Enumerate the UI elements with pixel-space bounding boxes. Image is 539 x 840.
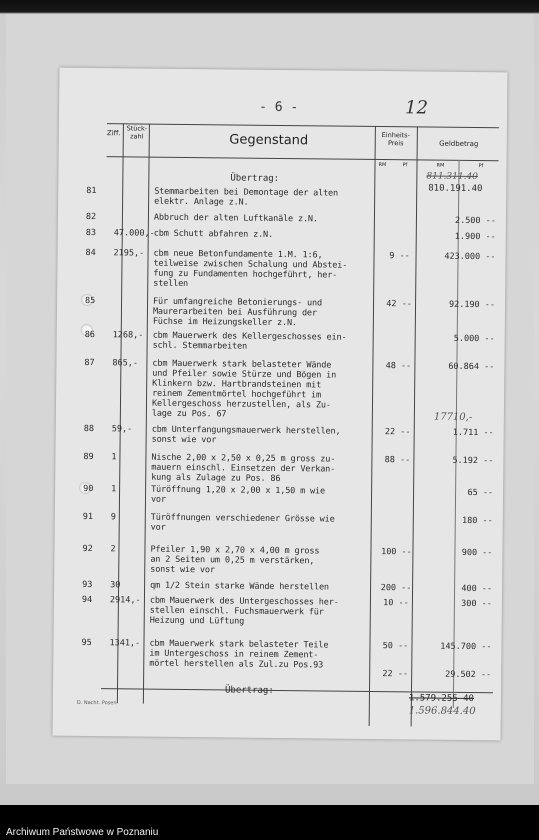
row-stueckzahl: 1 bbox=[111, 484, 117, 495]
row-description: Türöffnung 1,20 x 2,00 x 1,50 m wie vor bbox=[150, 484, 326, 505]
table-row bbox=[54, 594, 502, 627]
uebertrag-bottom-struck: 1.579.255 40 bbox=[408, 693, 475, 705]
table-row bbox=[55, 543, 503, 576]
uebertrag-top-struck: 811.311.40 bbox=[426, 171, 478, 183]
row-einheitspreis: 48 -- bbox=[385, 361, 412, 372]
row-stueckzahl: 30 bbox=[110, 580, 121, 591]
row-einheitspreis bbox=[373, 333, 425, 334]
row-geldbetrag: 5.192 -- bbox=[452, 455, 494, 467]
row-einheitspreis: 42 -- bbox=[386, 299, 412, 310]
printer-mark: D. Nacht. Posen bbox=[76, 699, 117, 707]
row-geldbetrag: 5.000 -- bbox=[453, 333, 495, 345]
table-top-rule bbox=[107, 123, 499, 128]
row-einheitspreis: 10 -- bbox=[383, 598, 409, 609]
row-number: 85 bbox=[85, 295, 96, 307]
row-number: 88 bbox=[83, 423, 95, 435]
row-einheitspreis bbox=[374, 231, 426, 232]
row-description: Türöffnungen verschiedener Grösse wie vor bbox=[150, 512, 335, 533]
header-rm: RM bbox=[378, 162, 387, 169]
table-row bbox=[55, 451, 503, 485]
row-description: cbm Schutt abfahren z.N. bbox=[153, 228, 274, 240]
row-stueckzahl: 1341,- bbox=[109, 638, 141, 649]
row-einheitspreis: 200 -- bbox=[380, 583, 412, 594]
header-rm: RM bbox=[436, 162, 445, 169]
row-einheitspreis bbox=[371, 487, 423, 488]
row-number: 94 bbox=[81, 594, 93, 606]
bottom-rule bbox=[101, 688, 493, 693]
row-description: cbm Mauerwerk stark belasteter Wände und Pfeiler sowie Stürze und Bögen in Klinkern bzw. Hartbrandsteinen mit reinem Zementmörtel hochgeführt im Kellergeschoss herzustellen, als Zu- lage zu Pos. 67 bbox=[151, 358, 337, 420]
uebertrag-bottom-value: 1.596.844.40 bbox=[408, 705, 476, 718]
header-stueckzahl: Stück- zahl bbox=[126, 124, 148, 141]
row-einheitspreis bbox=[374, 215, 426, 216]
row-stueckzahl: 2914,- bbox=[109, 595, 141, 606]
row-geldbetrag: 300 -- bbox=[461, 598, 492, 610]
row-geldbetrag: 65 -- bbox=[467, 487, 494, 499]
row-number: 92 bbox=[82, 543, 93, 555]
row-95-extra-betrag: 29.502 -- bbox=[445, 669, 492, 681]
row-geldbetrag: 423.000 -- bbox=[444, 251, 496, 263]
row-number: 89 bbox=[83, 451, 94, 463]
row-geldbetrag: 60.864 -- bbox=[448, 361, 495, 373]
row-einheitspreis: 100 -- bbox=[381, 547, 412, 558]
row-geldbetrag: 145.700 -- bbox=[440, 641, 492, 653]
header-einheitspreis: Einheits- Preis bbox=[381, 131, 410, 148]
row-description: Abbruch der alten Luftkanäle z.N. bbox=[153, 212, 318, 225]
row-einheitspreis: 22 -- bbox=[384, 427, 411, 438]
row-stueckzahl: 1268,- bbox=[112, 330, 144, 341]
row-stueckzahl: 47.000,- bbox=[113, 228, 155, 239]
row-stueckzahl: 2 bbox=[110, 544, 116, 555]
row-description: cbm neue Betonfundamente 1.M. 1:6, teilweise zwischen Schalung und Abstei- fung zu Fundamenten hochgeführt, her- stellen bbox=[153, 248, 348, 290]
table-row bbox=[58, 211, 506, 227]
document-page bbox=[53, 68, 508, 741]
header-gegenstand: Gegenstand bbox=[229, 132, 309, 149]
table-row bbox=[58, 227, 506, 243]
row-geldbetrag: 900 -- bbox=[461, 547, 493, 559]
row-einheitspreis: 88 -- bbox=[384, 455, 411, 466]
row-description: cbm Unterfangungsmauerwerk herstellen, sonst wie vor bbox=[151, 424, 341, 446]
row-geldbetrag: 2.500 -- bbox=[454, 215, 496, 227]
uebertrag-top-value: 810.191.40 bbox=[428, 183, 483, 195]
row-stueckzahl: 59,- bbox=[111, 424, 133, 435]
row-stueckzahl: 865,- bbox=[112, 358, 139, 369]
row-stueckzahl: 2195,- bbox=[113, 248, 145, 259]
table-row bbox=[58, 247, 506, 290]
header-geldbetrag: Geldbetrag bbox=[439, 139, 479, 149]
row-geldbetrag: 92.190 -- bbox=[448, 299, 496, 311]
header-pf: Pf bbox=[402, 162, 408, 169]
row-number: 90 bbox=[83, 483, 94, 495]
col-divider bbox=[117, 123, 124, 703]
row-description: cbm Mauerwerk des Kellergeschosses ein- schl. Stemmarbeiten bbox=[152, 330, 347, 352]
table-row bbox=[57, 295, 505, 329]
row-geldbetrag: 400 -- bbox=[461, 583, 493, 595]
row-description: cbm Mauerwerk des Untergeschosses her- stellen einschl. Fuchsmauerwerk für Heizung und Lüftung bbox=[149, 595, 339, 627]
row-number: 84 bbox=[85, 247, 96, 259]
row-number: 95 bbox=[81, 637, 92, 649]
header-pf: Pf bbox=[478, 163, 484, 170]
row-description: Für umfangreiche Betonierungs- und Maurerarbeiten bei Ausführung der Füchse im Heizungskeller z.N. bbox=[152, 296, 323, 329]
table-row bbox=[55, 483, 503, 505]
row-description: cbm Mauerwerk stark belasteter Teile im Untergeschoss in reinem Zement- mörtel herstellen als Zul.zu Pos.93 bbox=[149, 638, 329, 671]
page-number: - 6 - bbox=[259, 99, 299, 116]
table-row bbox=[57, 329, 505, 352]
table-row bbox=[55, 511, 503, 533]
archive-name: Archiwum Państwowe w Poznaniu bbox=[6, 827, 159, 838]
table-row bbox=[54, 579, 502, 595]
row-number: 81 bbox=[86, 185, 97, 197]
row-einheitspreis: 9 -- bbox=[389, 251, 410, 262]
handwritten-page-number: 12 bbox=[404, 97, 429, 119]
header-ziff: Ziff. bbox=[106, 129, 121, 138]
row-number: 83 bbox=[85, 227, 97, 239]
row-description: qm 1/2 Stein starke Wände herstellen bbox=[150, 580, 329, 593]
table-row bbox=[56, 423, 504, 446]
row-number: 82 bbox=[85, 211, 97, 223]
row-description: Stemmarbeiten bei Demontage der alten elektr. Anlage z.N. bbox=[154, 186, 339, 208]
handwritten-correction-88: 17710,- bbox=[433, 411, 473, 424]
row-einheitspreis bbox=[371, 515, 423, 516]
uebertrag-top-label: Übertrag: bbox=[230, 173, 280, 184]
row-stueckzahl: 9 bbox=[110, 512, 116, 523]
archive-footer bbox=[0, 805, 539, 840]
row-description: Nische 2,00 x 2,50 x 0,25 m gross zu- mauern einschl. Einsetzen der Verkan- kung als Zulage zu Pos. 86 bbox=[151, 452, 336, 485]
row-stueckzahl: 1 bbox=[111, 452, 117, 463]
row-description: Pfeiler 1,90 x 2,70 x 4,00 m gross an 2 Seiten um 0,25 m verstärken, sonst wie vor bbox=[150, 544, 320, 576]
row-number: 91 bbox=[82, 511, 94, 523]
uebertrag-bottom-label: Übertrag: bbox=[224, 685, 274, 696]
row-geldbetrag: 1.711 -- bbox=[452, 427, 494, 439]
row-geldbetrag: 1.900 -- bbox=[454, 231, 496, 243]
row-95-extra-preis: 22 -- bbox=[382, 669, 409, 680]
row-number: 86 bbox=[84, 329, 96, 341]
header-rule bbox=[107, 156, 499, 161]
row-number: 93 bbox=[82, 579, 93, 591]
row-einheitspreis bbox=[374, 189, 426, 190]
row-einheitspreis: 50 -- bbox=[382, 641, 409, 652]
row-geldbetrag: 180 -- bbox=[462, 515, 493, 527]
table-row bbox=[54, 637, 502, 671]
row-number: 87 bbox=[84, 357, 95, 369]
